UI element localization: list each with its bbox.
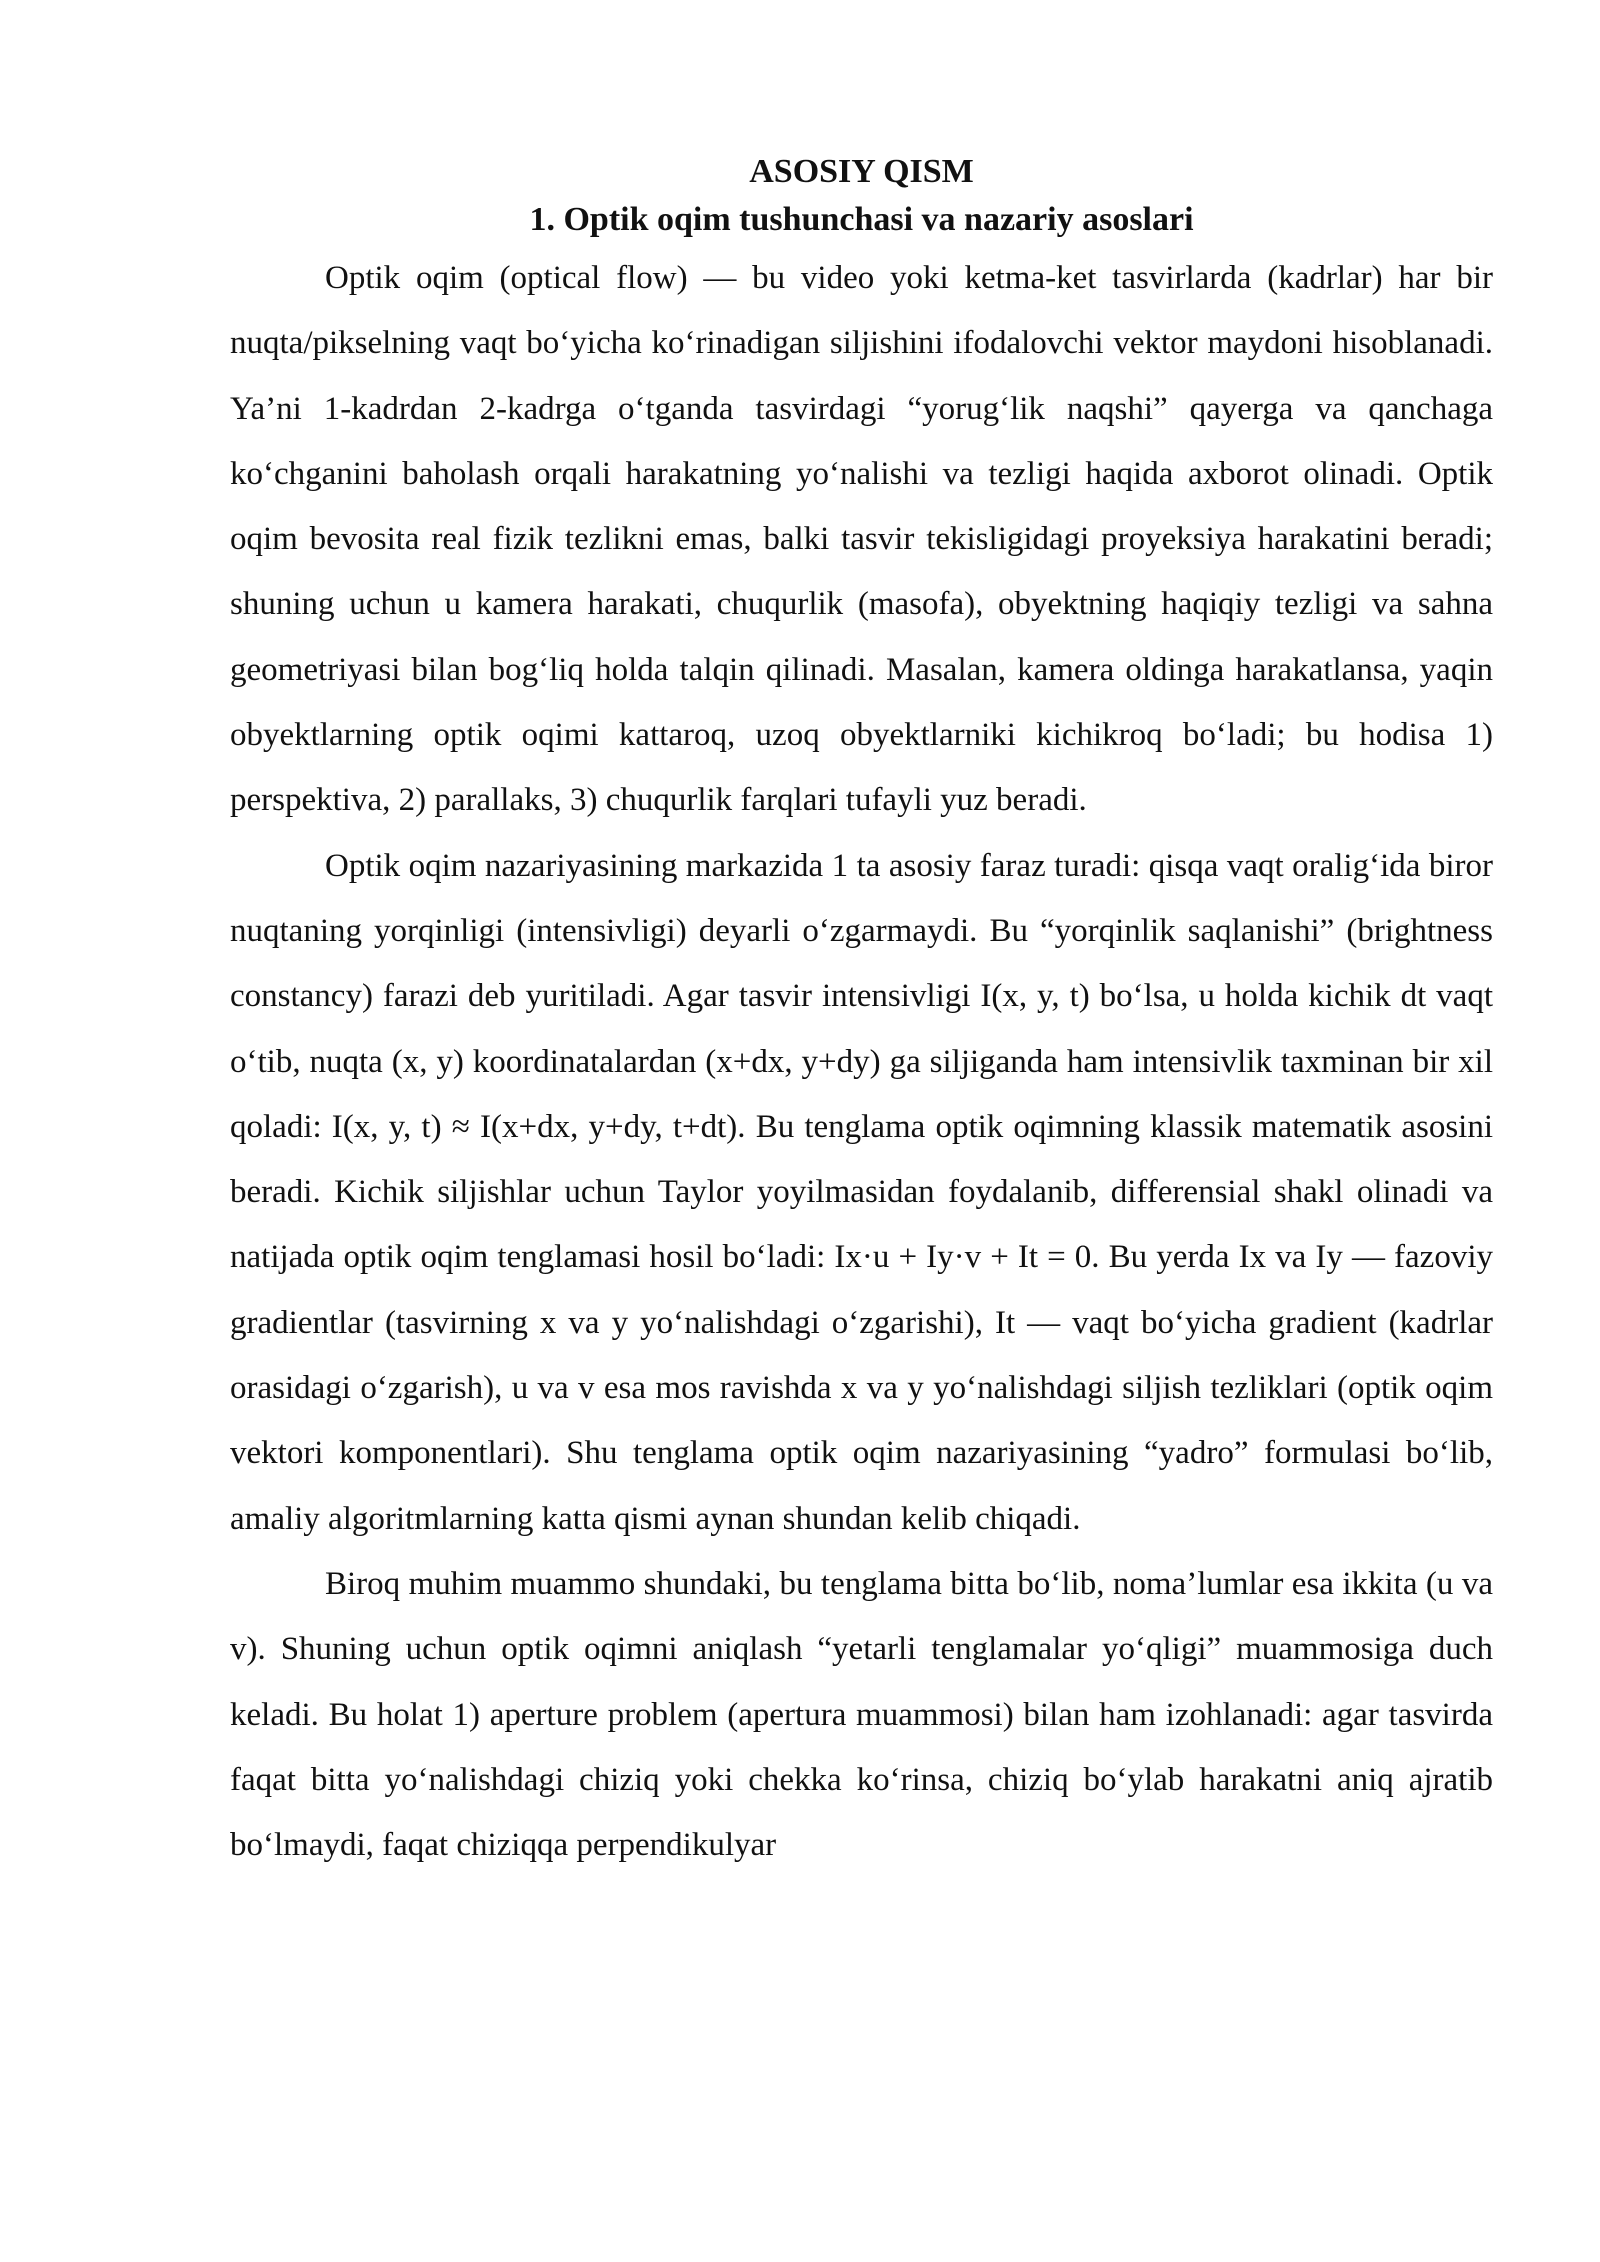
paragraph-1: Optik oqim (optical flow) — bu video yoki ketma-ket tasvirlarda (kadrlar) har bir nuqta/pikselning vaqt bo‘yicha ko‘rinadigan siljishini ifodalovchi vektor maydoni hisoblanadi. Ya’ni 1-kadrdan 2-kadrga o‘tganda tasvirdagi “yorug‘lik naqshi” qayerga va qanchaga ko‘chganini baholash orqali harakatning yo‘nalishi va tezligi haqida axborot olinadi. Optik oqim bevosita real fizik tezlikni emas, balki tasvir tekisligidagi proyeksiya harakatini beradi; shuning uchun u kamera harakati, chuqurlik (masofa), obyektning haqiqiy tezligi va sahna geometriyasi bilan bog‘liq holda talqin qilinadi. Masalan, kamera oldinga harakatlansa, yaqin obyektlarning optik oqimi kattaroq, uzoq obyektlarniki kichikroq bo‘ladi; bu hodisa 1) perspektiva, 2) parallaks, 3) chuqurlik farqlari tufayli yuz beradi.: [230, 260, 1493, 819]
paragraph-2: Optik oqim nazariyasining markazida 1 ta asosiy faraz turadi: qisqa vaqt oralig‘ida biror nuqtaning yorqinligi (intensivligi) deyarli o‘zgarmaydi. Bu “yorqinlik saqlanishi” (brightness constancy) farazi deb yuritiladi. Agar tasvir intensivligi I(x, y, t) bo‘lsa, u holda kichik dt vaqt o‘tib, nuqta (x, y) koordinatalardan (x+dx, y+dy) ga siljiganda ham intensivlik taxminan bir xil qoladi: I(x, y, t) ≈ I(x+dx, y+dy, t+dt). Bu tenglama optik oqimning klassik matematik asosini beradi. Kichik siljishlar uchun Taylor yoyilmasidan foydalanib, differensial shakl olinadi va natijada optik oqim tenglamasi hosil bo‘ladi: Ix·u + Iy·v + It = 0. Bu yerda Ix va Iy — fazoviy gradientlar (tasvirning x va y yo‘nalishdagi o‘zgarishi), It — vaqt bo‘yicha gradient (kadrlar orasidagi o‘zgarish), u va v esa mos ravishda x va y yo‘nalishdagi siljish tezliklari (optik oqim vektori komponentlari). Shu tenglama optik oqim nazariyasining “yadro” formulasi bo‘lib, amaliy algoritmlarning katta qismi aynan shundan kelib chiqadi.: [230, 847, 1493, 1537]
section-heading: 1. Optik oqim tushunchasi va nazariy asoslari: [529, 201, 1194, 238]
paragraph-3: Biroq muhim muammo shundaki, bu tenglama bitta bo‘lib, noma’lumlar esa ikkita (u va v). Shuning uchun optik oqimni aniqlash “yetarli tenglamalar yo‘qligi” muammosiga duch keladi. Bu holat 1) aperture problem (apertura muammosi) bilan ham izohlanadi: agar tasvirda faqat bitta yo‘nalishdagi chiziq yoki chekka ko‘rinsa, chiziq bo‘ylab harakatni aniq ajratib bo‘lmaydi, faqat chiziqqa perpendikulyar: [230, 1565, 1493, 1864]
document-title: ASOSIY QISM: [749, 153, 974, 190]
document-page: [230, 148, 1493, 1878]
